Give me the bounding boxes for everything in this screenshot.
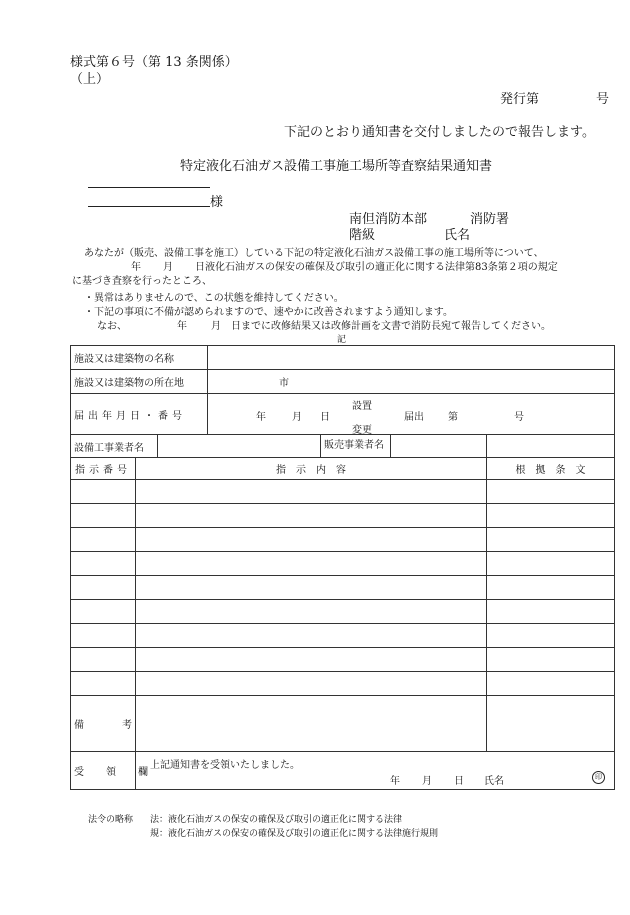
instruction-no[interactable] xyxy=(71,576,136,600)
issuer-org: 南但消防本部 xyxy=(349,212,428,227)
receipt-day: 日 xyxy=(454,776,464,787)
col-content-header: 指 示 内 容 xyxy=(136,458,487,480)
table-row xyxy=(71,528,615,552)
receipt-year: 年 xyxy=(390,776,400,787)
issuer-name-label: 氏名 xyxy=(444,228,471,243)
intro-text: 下記のとおり通知書を交付しましたので報告します。 xyxy=(284,125,595,140)
notification-date-label: 届出年月日・番号 xyxy=(71,394,208,435)
instruction-content[interactable] xyxy=(136,648,487,672)
table-row xyxy=(71,600,615,624)
body-bullet-2: ・下記の事項に不備が認められますので、速やかに改善されますよう通知します。 xyxy=(84,307,453,318)
receipt-field[interactable] xyxy=(136,752,615,790)
col-no-header: 指示番号 xyxy=(71,458,136,480)
footer-label: 法令の略称 xyxy=(88,815,134,825)
instruction-basis[interactable] xyxy=(487,672,615,696)
body-final-year: 年 xyxy=(177,321,187,332)
instruction-basis[interactable] xyxy=(487,600,615,624)
remarks-field[interactable] xyxy=(136,696,487,752)
instruction-no[interactable] xyxy=(71,672,136,696)
receipt-text: 上記通知書を受領いたしました。 xyxy=(150,760,300,771)
col-basis-header: 根 拠 条 文 xyxy=(487,458,615,480)
notif-day: 日 xyxy=(320,412,331,423)
table-row xyxy=(71,480,615,504)
instruction-basis[interactable] xyxy=(487,624,615,648)
notif-month: 月 xyxy=(292,412,303,423)
instruction-content[interactable] xyxy=(136,672,487,696)
footer-law: 法：液化石油ガスの保安の確保及び取引の適正化に関する法律 xyxy=(150,815,403,825)
inspection-table xyxy=(70,345,615,790)
instruction-basis[interactable] xyxy=(487,504,615,528)
notif-year: 年 xyxy=(256,412,267,423)
instruction-content[interactable] xyxy=(136,624,487,648)
notif-install: 設置 xyxy=(352,401,373,412)
instruction-basis[interactable] xyxy=(487,576,615,600)
row-businesses xyxy=(71,435,615,458)
issuer-station: 消防署 xyxy=(470,212,510,227)
instruction-no[interactable] xyxy=(71,648,136,672)
seller-field-a[interactable] xyxy=(391,435,486,457)
instruction-content[interactable] xyxy=(136,576,487,600)
instruction-content[interactable] xyxy=(136,528,487,552)
table-row xyxy=(71,624,615,648)
facility-address-label: 施設又は建築物の所在地 xyxy=(71,370,208,394)
table-row xyxy=(71,648,615,672)
instruction-basis[interactable] xyxy=(487,480,615,504)
seal-icon: 印 xyxy=(592,771,605,784)
seller-field[interactable] xyxy=(487,435,615,458)
addressee-line-1 xyxy=(88,187,210,188)
body-line-1: あなたが（販売、設備工事を施工）している下記の特定液化石油ガス設備工事の施工場所等について、 xyxy=(84,248,544,259)
contractor-label: 設備工事業者名 xyxy=(71,435,158,458)
table-row xyxy=(71,552,615,576)
body-final-month: 月 xyxy=(211,321,221,332)
body-final-text: 日までに改修結果又は改修計画を文書で消防長宛て報告してください。 xyxy=(231,321,551,332)
row-receipt xyxy=(71,752,615,790)
instruction-basis[interactable] xyxy=(487,528,615,552)
instruction-no[interactable] xyxy=(71,528,136,552)
table-row xyxy=(71,576,615,600)
remarks-basis-field[interactable] xyxy=(487,696,615,752)
form-side: （上） xyxy=(70,72,110,87)
table-row xyxy=(71,672,615,696)
remarks-label: 備 考 xyxy=(71,696,136,752)
receipt-month: 月 xyxy=(422,776,432,787)
instruction-no[interactable] xyxy=(71,624,136,648)
instruction-content[interactable] xyxy=(136,504,487,528)
facility-name-label: 施設又は建築物の名称 xyxy=(71,346,208,370)
notif-dai: 第 xyxy=(448,412,459,423)
addressee-suffix: 様 xyxy=(210,195,224,210)
issue-no-label: 発行第 xyxy=(500,92,540,107)
instruction-content[interactable] xyxy=(136,600,487,624)
notification-date-field[interactable] xyxy=(208,394,615,435)
body-final-prefix: なお、 xyxy=(97,321,127,332)
instruction-no[interactable] xyxy=(71,504,136,528)
seller-cell xyxy=(321,435,487,458)
table-row xyxy=(71,504,615,528)
row-facility-name xyxy=(71,346,615,370)
instruction-content[interactable] xyxy=(136,552,487,576)
issue-no-suffix: 号 xyxy=(596,92,610,107)
notif-todokede: 届出 xyxy=(404,412,425,423)
instruction-no[interactable] xyxy=(71,480,136,504)
form-number: 様式第６号（第 13 条関係） xyxy=(70,55,238,70)
notif-go: 号 xyxy=(514,412,525,423)
body-line-2-month: 月 xyxy=(163,262,173,273)
city-label: 市 xyxy=(279,378,290,389)
row-facility-address xyxy=(71,370,615,394)
row-columns-header xyxy=(71,458,615,480)
instruction-content[interactable] xyxy=(136,480,487,504)
issuer-rank-label: 階級 xyxy=(349,228,376,243)
row-remarks xyxy=(71,696,615,752)
receipt-name-label: 氏名 xyxy=(484,776,504,787)
body-bullet-1: ・異常はありませんので、この状態を維持してください。 xyxy=(84,293,344,304)
seller-label: 販売事業者名 xyxy=(321,435,391,457)
body-line-3: に基づき査察を行ったところ、 xyxy=(72,276,212,287)
facility-name-field[interactable] xyxy=(208,346,615,370)
document-title: 特定液化石油ガス設備工事施工場所等査察結果通知書 xyxy=(180,159,493,174)
row-notification xyxy=(71,394,615,435)
footer-reg: 規：液化石油ガスの保安の確保及び取引の適正化に関する法律施行規則 xyxy=(150,829,439,839)
instruction-no[interactable] xyxy=(71,600,136,624)
addressee-line-2 xyxy=(88,206,210,207)
instruction-basis[interactable] xyxy=(487,552,615,576)
body-line-2-year: 年 xyxy=(131,262,141,273)
ki-mark: 記 xyxy=(337,335,347,345)
body-line-2-text: 日液化石油ガスの保安の確保及び取引の適正化に関する法律第83条第２項の規定 xyxy=(195,262,558,273)
contractor-field[interactable] xyxy=(158,435,321,458)
facility-address-field[interactable] xyxy=(208,370,615,394)
receipt-label: 受 領 欄 xyxy=(71,752,136,790)
notif-change: 変更 xyxy=(352,425,373,436)
instruction-basis[interactable] xyxy=(487,648,615,672)
instruction-no[interactable] xyxy=(71,552,136,576)
